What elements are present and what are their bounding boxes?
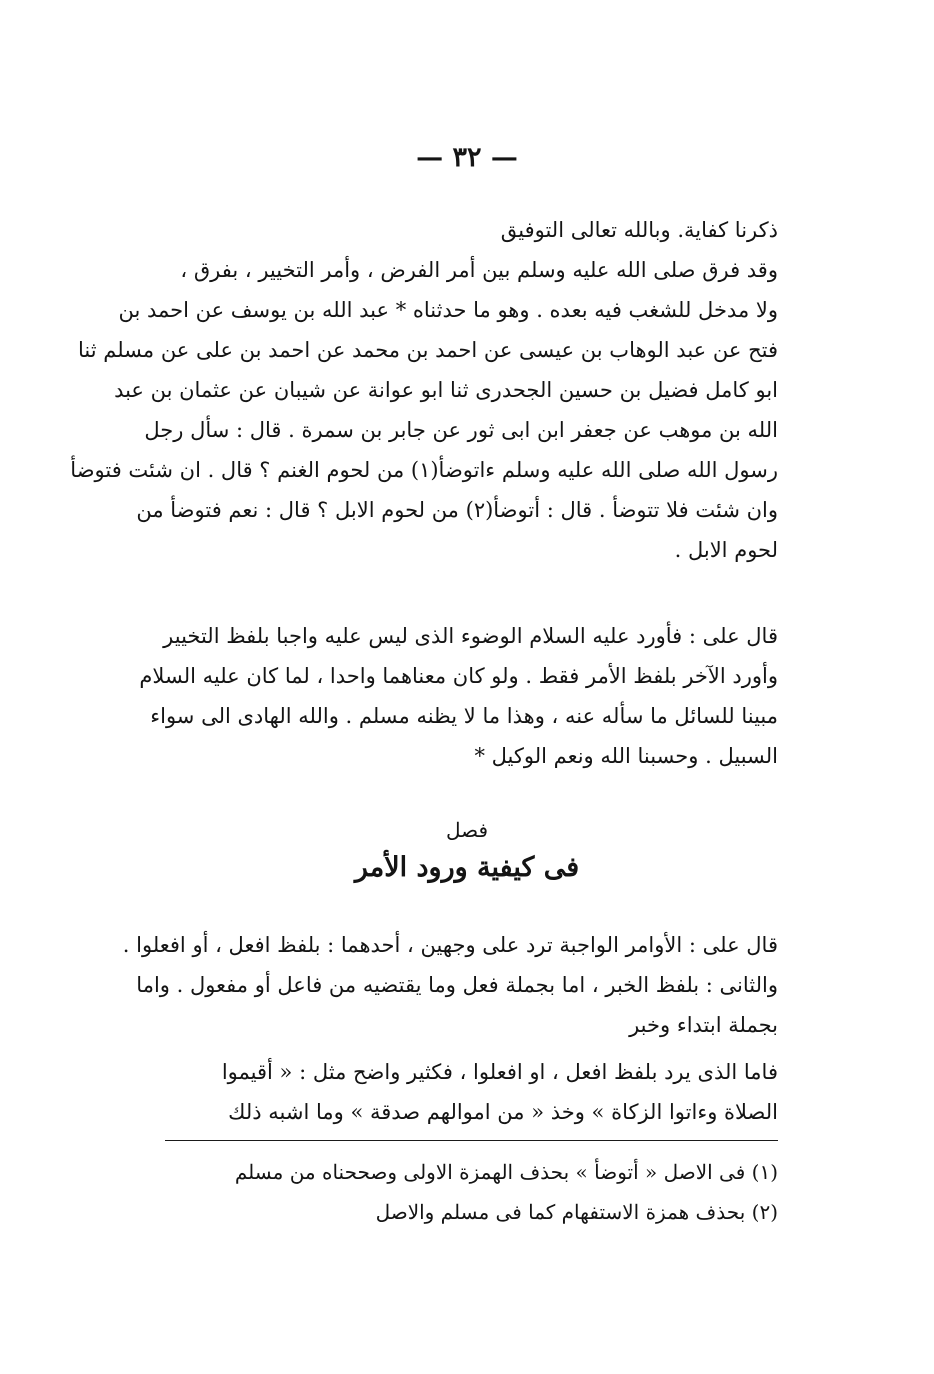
footnote-2: (٢) بحذف همزة الاستفهام كما فى مسلم والاصل (375, 1200, 778, 1224)
text-line: لحوم الابل . (674, 538, 778, 562)
text-line: ابو كامل فضيل بن حسين الجحدرى ثنا ابو عوانة عن شيبان عن عثمان بن عبد (114, 378, 778, 402)
text-line: وأورد الآخر بلفظ الأمر فقط . ولو كان معناهما واحدا ، لما كان عليه السلام (139, 664, 778, 688)
text-line: فاما الذى يرد بلفظ افعل ، او افعلوا ، فكثير واضح مثل : « أقيموا (221, 1060, 778, 1084)
paragraph-commentary (118, 616, 778, 776)
page-number: — ٣٢ — (416, 142, 518, 173)
text-line: قال على : الأوامر الواجبة ترد على وجهين ، أحدهما : بلفظ افعل ، أو افعلوا . (122, 933, 778, 957)
text-line: الله بن موهب عن جعفر ابن ابى ثور عن جابر بن سمرة . قال : سأل رجل (144, 418, 778, 442)
text-line: قال على : فأورد عليه السلام الوضوء الذى ليس عليه واجبا بلفظ التخيير (163, 624, 778, 648)
text-line: رسول الله صلى الله عليه وسلم ءاتوضأ(١) من لحوم الغنم ؟ قال . ان شئت فتوضأ (70, 458, 778, 482)
paragraph-commands (118, 925, 778, 1045)
paragraph-hadith (70, 210, 778, 570)
text-line: وان شئت فلا تتوضأ . قال : أتوضأ(٢) من لحوم الابل ؟ قال : نعم فتوضأ من (136, 498, 778, 522)
section-label: فصل (445, 818, 489, 842)
footnote-divider (165, 1140, 778, 1141)
footnotes (165, 1152, 778, 1232)
text-line: ولا مدخل للشغب فيه بعده . وهو ما حدثناه * عبد الله بن يوسف عن احمد بن (118, 298, 778, 322)
text-line: فتح عن عبد الوهاب بن عيسى عن احمد بن محمد عن احمد بن على عن مسلم ثنا (77, 338, 778, 362)
text-line: السبيل . وحسبنا الله ونعم الوكيل * (474, 744, 778, 768)
footnote-1: (١) فى الاصل « أتوضأ » بحذف الهمزة الاولى وصححناه من مسلم (234, 1160, 778, 1184)
paragraph-examples (118, 1052, 778, 1132)
text-line: مبينا للسائل ما سأله عنه ، وهذا ما لا يظنه مسلم . والله الهادى الى سواء (150, 704, 778, 728)
text-line: ذكرنا كفاية. وبالله تعالى التوفيق (500, 218, 778, 242)
text-line: الصلاة وءاتوا الزكاة » وخذ « من اموالهم صدقة » وما اشبه ذلك (228, 1100, 778, 1124)
text-line: وقد فرق صلى الله عليه وسلم بين أمر الفرض ، وأمر التخيير ، بفرق ، (180, 258, 778, 282)
text-line: بجملة ابتداء وخبر (629, 1013, 778, 1037)
text-line: والثانى : بلفظ الخبر ، اما بجملة فعل وما يقتضيه من فاعل أو مفعول . واما (136, 973, 778, 997)
section-heading: فى كيفية ورود الأمر (354, 852, 580, 883)
